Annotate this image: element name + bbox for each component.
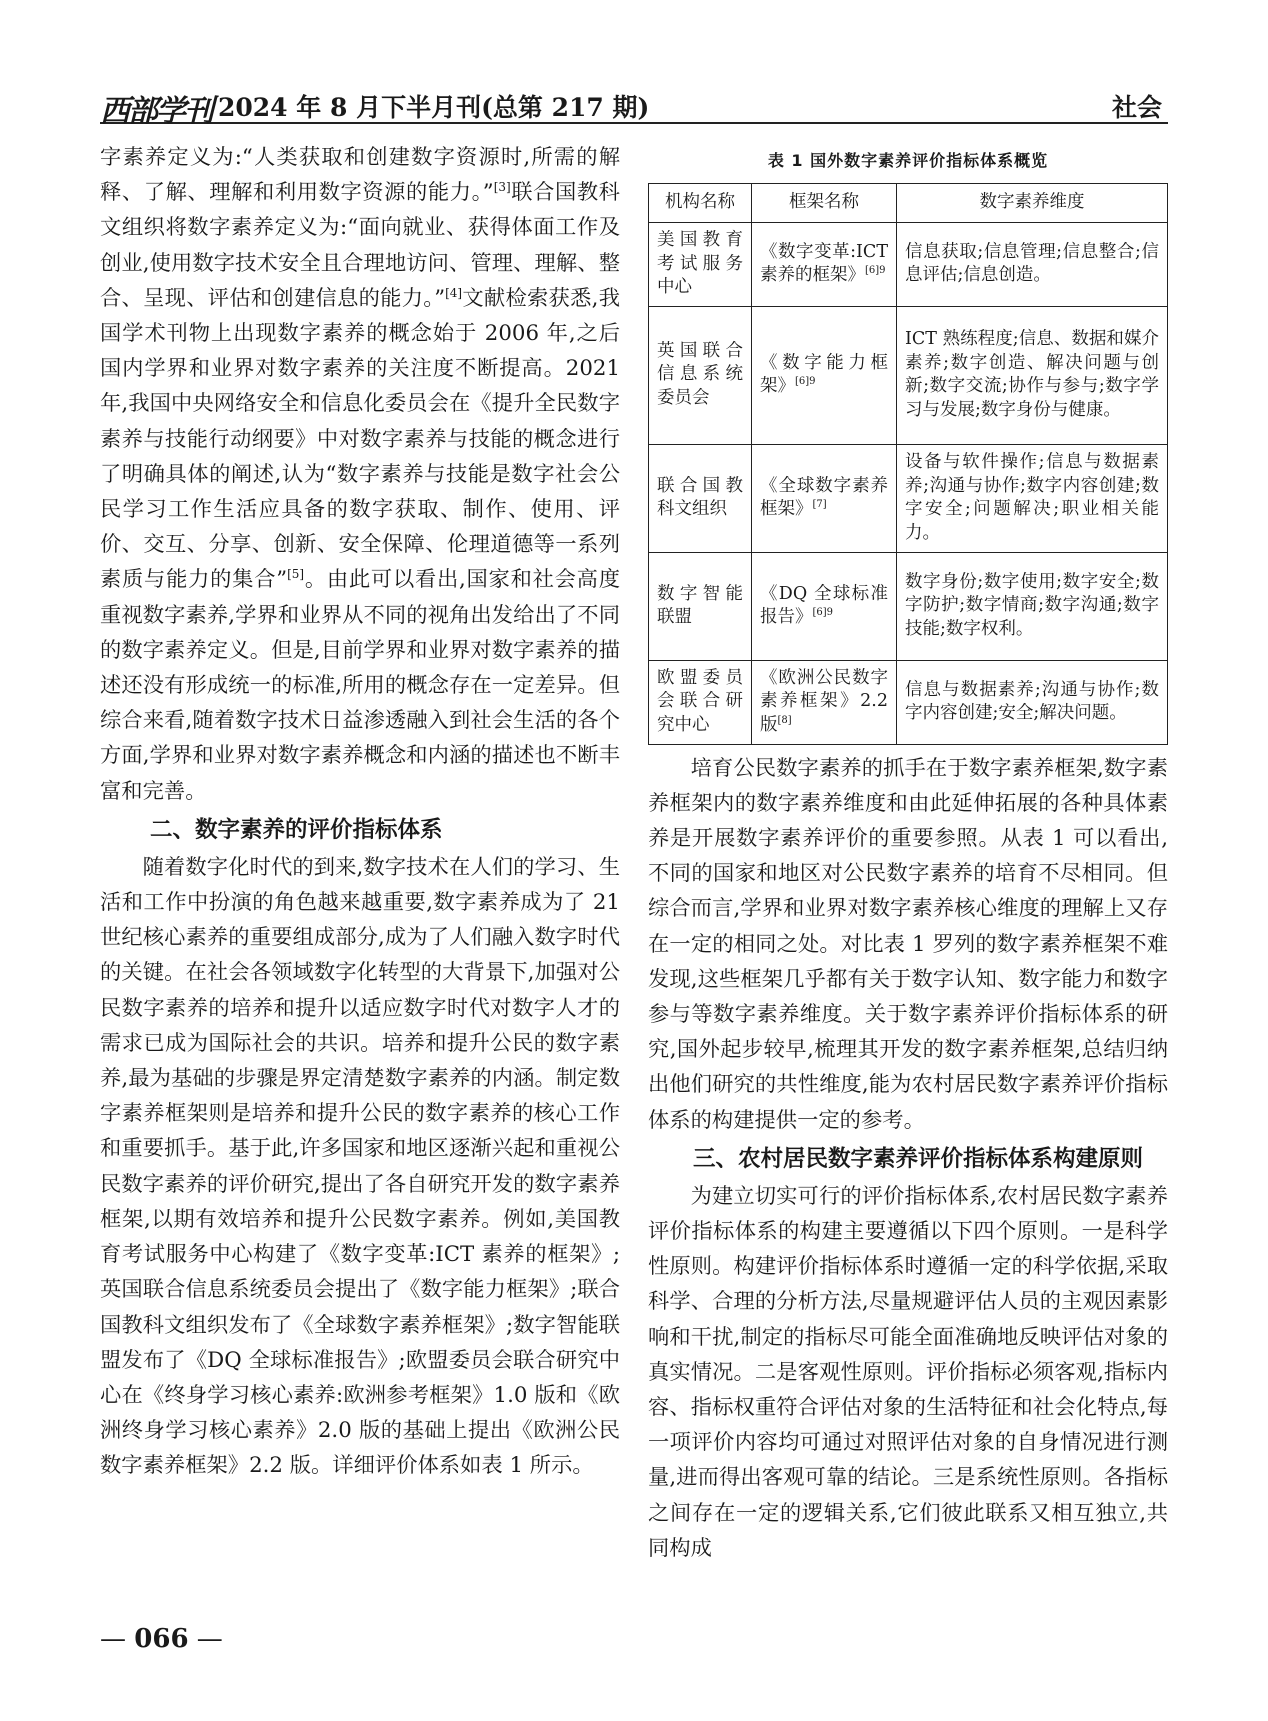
dash-left: — <box>100 1624 135 1654</box>
table-row <box>649 444 1168 552</box>
paragraph-principles: 为建立切实可行的评价指标体系,农村居民数字素养评价指标体系的构建主要遵循以下四个原则。一是科学性原则。构建评价指标体系时遵循一定的科学依据,采取科学、合理的分析方法,尽量规避评估人员的主观因素影响和干扰,制定的指标尽可能全面准确地反映评估对象的真实情况。二是客观性原则。评价指标必须客观,指标内容、指标权重符合评估对象的生活特征和社会化特点,每一项评价内容均可通过对照评估对象的自身情况进行测量,进而得出客观可靠的结论。三是系统性原则。各指标之间存在一定的逻辑关系,它们彼此联系又相互独立,共同构成 <box>648 1183 1168 1561</box>
running-header <box>100 82 1168 129</box>
dimensions-cell: 信息与数据素养;沟通与协作;数字内容创建;安全;解决问题。 <box>897 660 1168 744</box>
org-cell: 英国联合信息系统委员会 <box>649 306 752 444</box>
framework-table <box>648 183 1168 745</box>
section-label: 社会 <box>1111 93 1162 122</box>
page-number: — 066 — <box>100 1624 223 1654</box>
left-column <box>100 140 620 1484</box>
right-column <box>648 140 1168 1566</box>
dimensions-cell: 数字身份;数字使用;数字安全;数字防护;数字情商;数字沟通;数字技能;数字权利。 <box>897 552 1168 660</box>
table-caption: 表 1 国外数字素养评价指标体系概览 <box>767 151 1049 170</box>
paragraph-evaluation-systems: 随着数字化时代的到来,数字技术在人们的学习、生活和工作中扮演的角色越来越重要,数字素养成为了 21 世纪核心素养的重要组成部分,成为了人们融入数字时代的关键。在社会各领域数字化转型的大背景下,加强对公民数字素养的培养和提升以适应数字时代对数字人才的需求已成为国际社会的共识。培养和提升公民的数字素养,最为基础的步骤是界定清楚数字素养的内涵。制定数字素养框架则是培养和提升公民的数字素养的核心工作和重要抓手。基于此,许多国家和地区逐渐兴起和重视公民数字素养的评价研究,提出了各自研究开发的数字素养框架,以期有效培养和提升公民数字素养。例如,美国教育考试服务中心构建了《数字变革:ICT 素养的框架》;英国联合信息系统委员会提出了《数字能力框架》;联合国教科文组织发布了《全球数字素养框架》;数字智能联盟发布了《DQ 全球标准报告》;欧盟委员会联合研究中心在《终身学习核心素养:欧洲参考框架》1.0 版和《欧洲终身学习核心素养》2.0 版的基础上提出《欧洲公民数字素养框架》2.2 版。详细评价体系如表 1 所示。 <box>100 854 620 1479</box>
org-cell: 数字智能联盟 <box>649 552 752 660</box>
section-heading-2: 二、数字素养的评价指标体系 <box>150 816 443 843</box>
table-row <box>649 552 1168 660</box>
header-org: 机构名称 <box>649 184 752 223</box>
header-framework: 框架名称 <box>752 184 897 223</box>
dimensions-cell: ICT 熟练程度;信息、数据和媒介素养;数字创造、解决问题与创新;数字交流;协作与参与;数字学习与发展;数字身份与健康。 <box>897 306 1168 444</box>
table-header-row <box>649 184 1168 223</box>
framework-cell: 《数字变革:ICT 素养的框架》$^{[6]9}$ <box>752 223 897 307</box>
paragraph-framework-analysis: 培育公民数字素养的抓手在于数字素养框架,数字素养框架内的数字素养维度和由此延伸拓展的各种具体素养是开展数字素养评价的重要参照。从表 1 可以看出,不同的国家和地区对公民数字素养的培育不尽相同。但综合而言,学界和业界对数字素养核心维度的理解上又存在一定的相同之处。对比表 1 罗列的数字素养框架不难发现,这些框架几乎都有关于数字认知、数字能力和数字参与等数字素养维度。关于数字素养评价指标体系的研究,国外起步较早,梳理其开发的数字素养框架,总结归纳出他们研究的共性维度,能为农村居民数字素养评价指标体系的构建提供一定的参考。 <box>648 755 1168 1133</box>
framework-cell: 《数字能力框架》$^{[6]9}$ <box>752 306 897 444</box>
dimensions-cell: 信息获取;信息管理;信息整合;信息评估;信息创造。 <box>897 223 1168 307</box>
journal-logo: 西部学刊 <box>100 94 212 129</box>
framework-cell: 《DQ 全球标准报告》$^{[6]9}$ <box>752 552 897 660</box>
org-cell: 联合国教科文组织 <box>649 444 752 552</box>
org-cell: 欧盟委员会联合研究中心 <box>649 660 752 744</box>
table-row <box>649 660 1168 744</box>
dash-right: — <box>188 1624 223 1654</box>
issue-label: 2024 年 8 月下半月刊(总第 217 期) <box>218 93 650 122</box>
header-dimensions: 数字素养维度 <box>897 184 1168 223</box>
framework-cell: 《欧洲公民数字素养框架》2.2 版[8] <box>752 660 897 744</box>
org-cell: 美国教育考试服务中心 <box>649 223 752 307</box>
framework-cell: 《全球数字素养框架》[7] <box>752 444 897 552</box>
table-row <box>649 306 1168 444</box>
table-row <box>649 223 1168 307</box>
section-heading-3: 三、农村居民数字素养评价指标体系构建原则 <box>693 1145 1144 1172</box>
paragraph-definitions: 字素养定义为:“人类获取和创建数字资源时,所需的解释、了解、理解和利用数字资源的能力。”[3]联合国教科文组织将数字素养定义为:“面向就业、获得体面工作及创业,使用数字技术安全且合理地访问、管理、理解、整合、呈现、评估和创建信息的能力。”[4]文献检索获悉,我国学术刊物上出现数字素养的概念始于 2006 年,之后国内学界和业界对数字素养的关注度不断提高。2021 年,我国中央网络安全和信息化委员会在《提升全民数字素养与技能行动纲要》中对数字素养与技能的概念进行了明确具体的阐述,认为“数字素养与技能是数字社会公民学习工作生活应具备的数字获取、制作、使用、评价、交互、分享、创新、安全保障、伦理道德等一系列素质与能力的集合”[5]。由此可以看出,国家和社会高度重视数字素养,学界和业界从不同的视角出发给出了不同的数字素养定义。但是,目前学界和业界对数字素养的描述还没有形成统一的标准,所用的概念存在一定差异。但综合来看,随着数字技术日益渗透融入到社会生活的各个方面,学界和业界对数字素养概念和内涵的描述也不断丰富和完善。 <box>100 145 620 804</box>
dimensions-cell: 设备与软件操作;信息与数据素养;沟通与协作;数字内容创建;数字安全;问题解决;职业相关能力。 <box>897 444 1168 552</box>
